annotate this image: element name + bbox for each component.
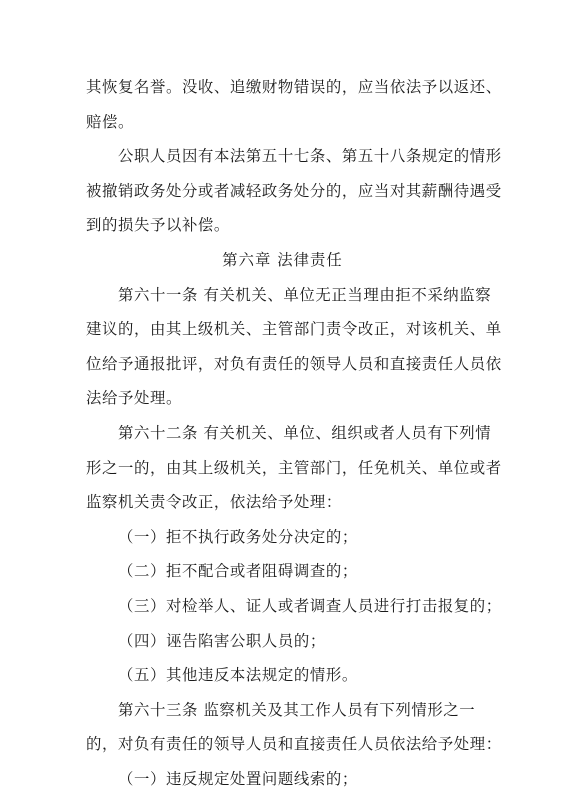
body-text-line: 到的损失予以补偿。 bbox=[86, 216, 230, 235]
list-item: （二）拒不配合或者阻碍调查的； bbox=[118, 562, 358, 581]
article-62-line: 第六十二条 有关机关、单位、组织或者人员有下列情 bbox=[118, 424, 492, 442]
list-item: （一）违反规定处置问题线索的； bbox=[118, 770, 358, 788]
chapter-heading: 第六章 法律责任 bbox=[222, 251, 343, 269]
list-item: （一）拒不执行政务处分决定的； bbox=[118, 527, 358, 546]
body-text-line: 法给予处理。 bbox=[86, 389, 182, 408]
body-text-line: 形之一的，由其上级机关，主管部门，任免机关、单位或者 bbox=[86, 458, 502, 477]
list-item: （五）其他违反本法规定的情形。 bbox=[118, 666, 358, 685]
body-text-line: 的，对负有责任的领导人员和直接责任人员依法给予处理： bbox=[86, 735, 502, 754]
list-item: （三）对检举人、证人或者调查人员进行打击报复的； bbox=[118, 597, 502, 615]
article-61-line: 第六十一条 有关机关、单位无正当理由拒不采纳监察 bbox=[118, 285, 492, 304]
body-text-line: 位给予通报批评，对负有责任的领导人员和直接责任人员依 bbox=[86, 354, 502, 373]
body-text-line: 公职人员因有本法第五十七条、第五十八条规定的情形 bbox=[118, 147, 502, 166]
article-63-line: 第六十三条 监察机关及其工作人员有下列情形之一 bbox=[118, 700, 476, 719]
body-text-line: 监察机关责令改正，依法给予处理： bbox=[86, 493, 342, 512]
list-item: （四）诬告陷害公职人员的； bbox=[118, 631, 326, 650]
body-text-line: 建议的，由其上级机关、主管部门责令改正，对该机关、单 bbox=[86, 320, 502, 339]
body-text-line: 其恢复名誉。没收、追缴财物错误的，应当依法予以返还、 bbox=[86, 78, 502, 96]
body-text-line: 被撤销政务处分或者减轻政务处分的，应当对其薪酬待遇受 bbox=[86, 181, 502, 200]
body-text-line: 赔偿。 bbox=[86, 112, 134, 131]
